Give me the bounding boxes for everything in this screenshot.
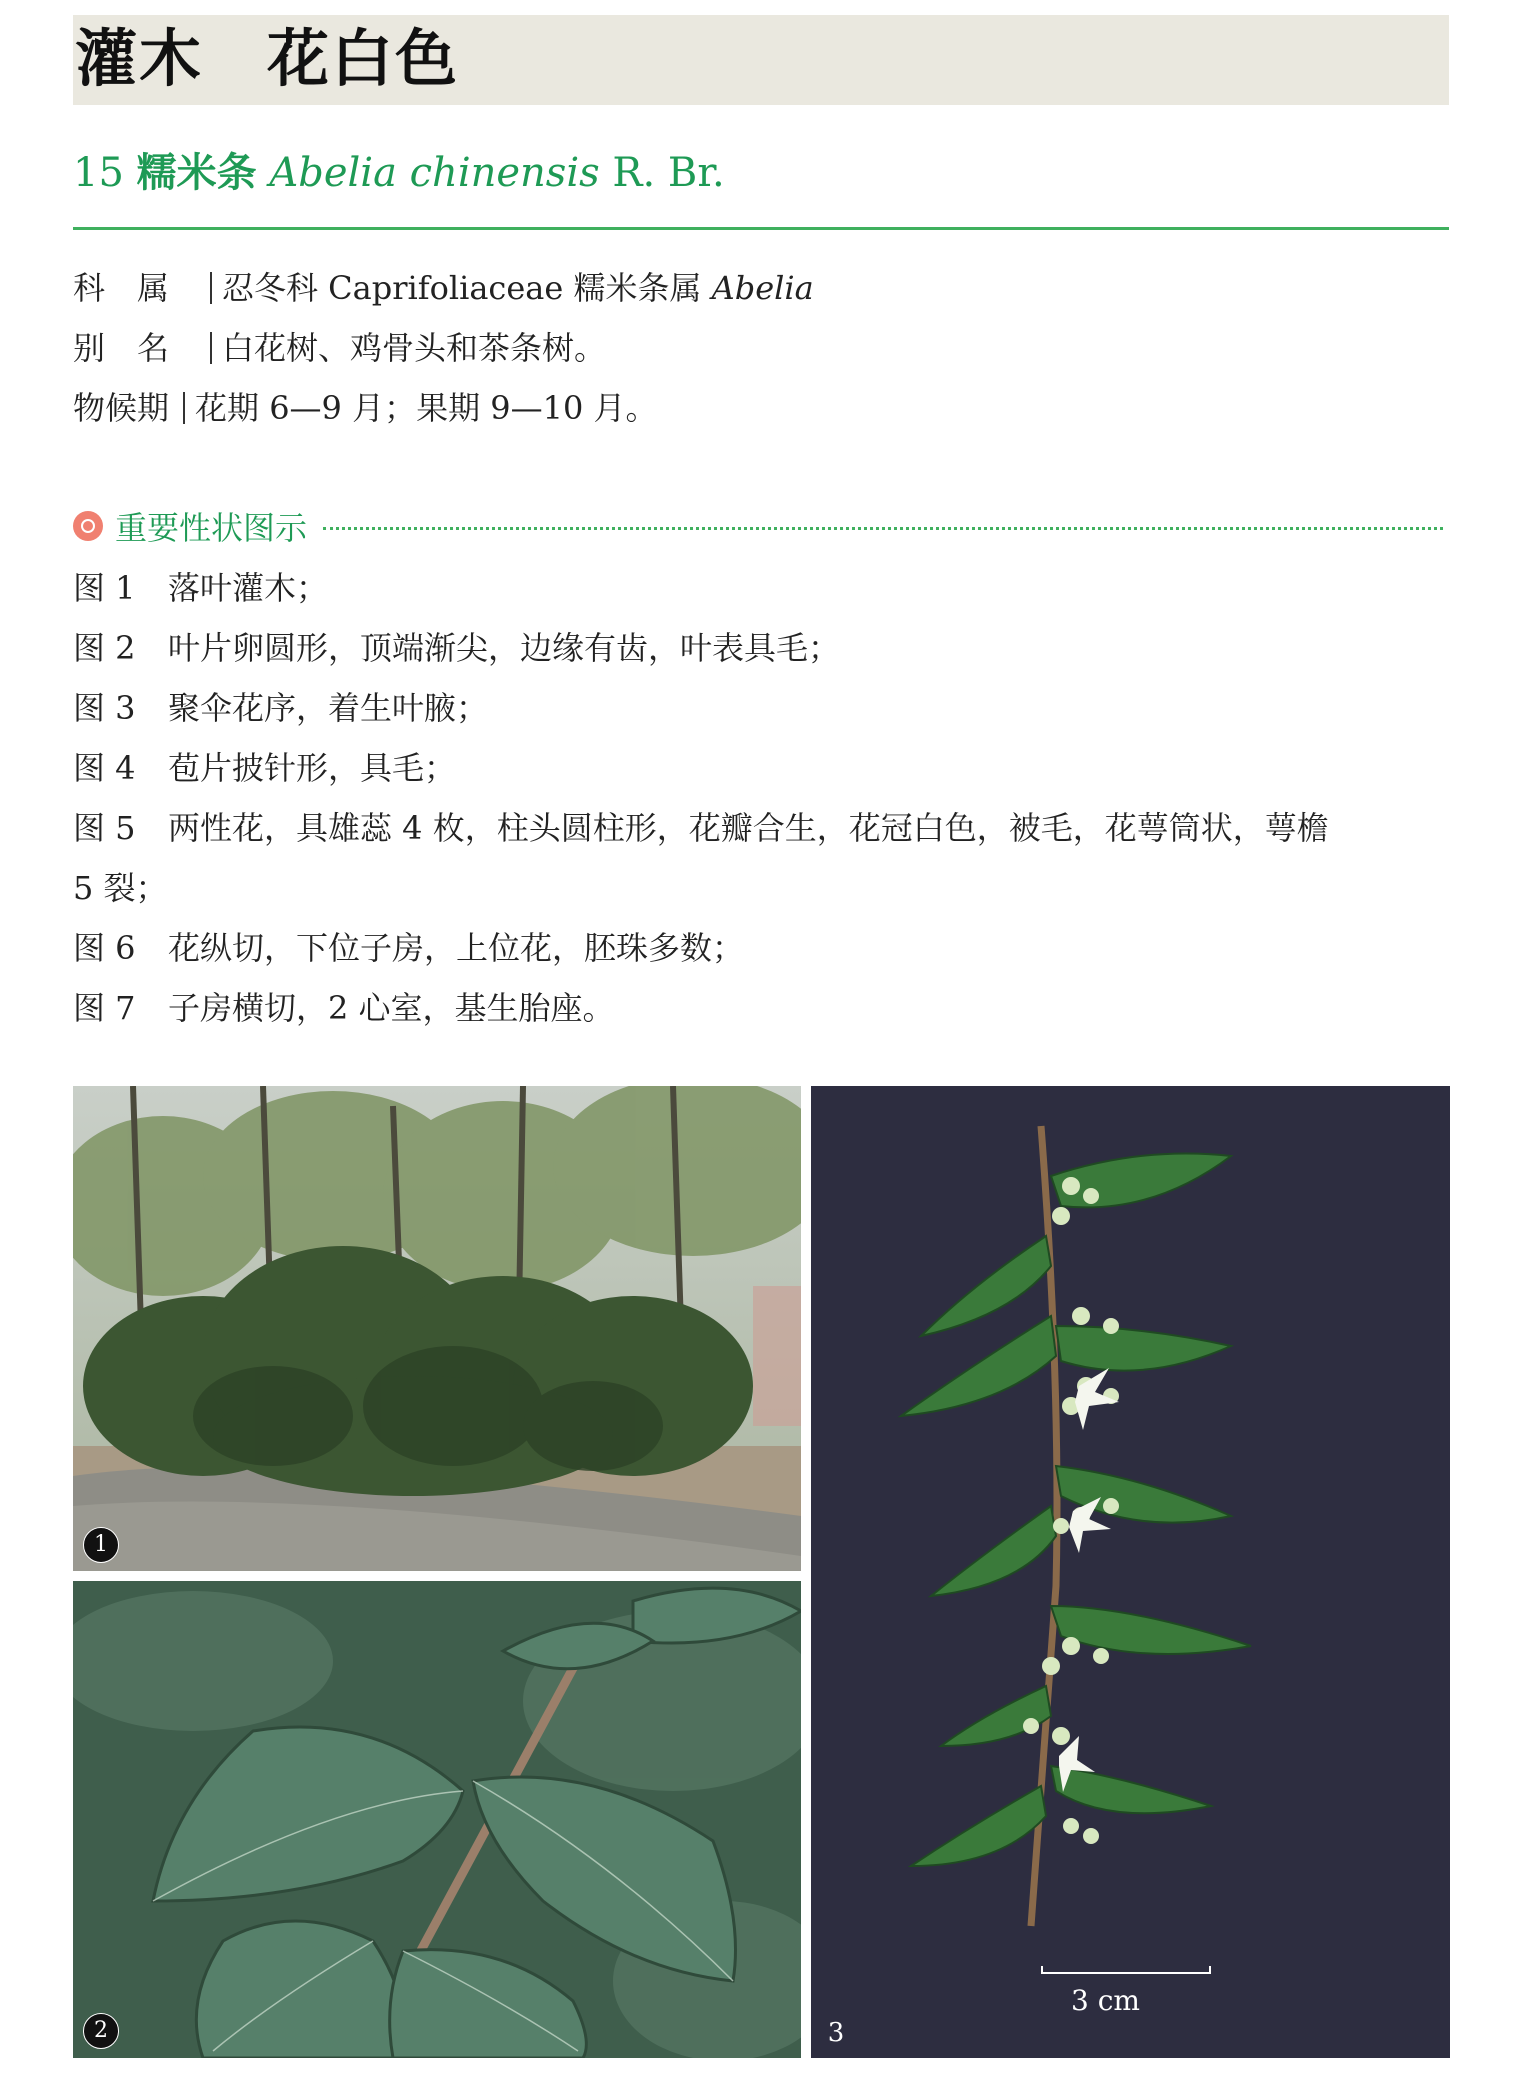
species-number: 15: [73, 150, 124, 196]
section-heading: [73, 505, 1449, 551]
meta-family-key: 科 属: [73, 269, 170, 307]
figure-text: 两性花，具雄蕊 4 枚，柱头圆柱形，花瓣合生，花冠白色，被毛，花萼筒状，萼檐: [168, 809, 1329, 847]
header-band: [73, 15, 1449, 105]
photo-branch: [811, 1086, 1450, 2058]
species-chinese-name: 糯米条: [136, 149, 257, 196]
meta-family-text: 忍冬科 Caprifoliaceae 糯米条属: [222, 269, 712, 307]
figure-caption: [73, 566, 328, 610]
meta-separator: [210, 272, 212, 304]
figure-text: 5 裂；: [73, 869, 168, 907]
scale-bar-line: [1041, 1966, 1211, 1974]
figure-number: 图 2: [73, 629, 136, 667]
figure-text: 子房横切，2 心室，基生胎座。: [168, 989, 615, 1027]
figure-text: 落叶灌木；: [168, 569, 329, 607]
meta-family: [73, 266, 814, 310]
branch-photo-illustration: [811, 1086, 1450, 2058]
shrub-photo-illustration: [73, 1086, 801, 1571]
figure-caption: [73, 926, 744, 970]
figure-caption: [73, 986, 615, 1030]
figure-caption: [73, 746, 456, 790]
figure-text: 花纵切，下位子房，上位花，胚珠多数；: [168, 929, 745, 967]
figure-number: 图 5: [73, 809, 136, 847]
figure-number: 图 3: [73, 689, 136, 727]
species-author: R. Br.: [612, 150, 725, 196]
leaves-photo-illustration: [73, 1581, 801, 2058]
figure-number: 图 4: [73, 749, 136, 787]
meta-phenology-text: 花期 6—9 月；果期 9—10 月。: [195, 389, 658, 427]
species-latin-name: Abelia chinensis: [269, 150, 600, 196]
figure-text: 聚伞花序，着生叶腋；: [168, 689, 489, 727]
photo-shrub: [73, 1086, 801, 1571]
figure-number: 图 7: [73, 989, 136, 1027]
figure-caption: [73, 806, 1329, 850]
meta-family-genus: Abelia: [711, 269, 814, 307]
flower-emblem-icon: [73, 511, 103, 541]
species-title: [73, 145, 725, 201]
meta-phenology-key: 物候期: [73, 389, 170, 427]
page-header-title: 灌木 花白色: [75, 22, 460, 95]
scale-bar-label: 3 cm: [1071, 1984, 1140, 2017]
figure-number: 图 1: [73, 569, 136, 607]
meta-alias-key: 别 名: [73, 329, 170, 367]
photo-label-badge: 1: [83, 1527, 119, 1563]
photo-label-badge: 2: [83, 2013, 119, 2049]
figure-text: 叶片卵圆形，顶端渐尖，边缘有齿，叶表具毛；: [168, 629, 841, 667]
section-title: 重要性状图示: [115, 505, 313, 551]
photo-label-badge: 3: [827, 2018, 845, 2048]
photo-leaves: [73, 1581, 801, 2058]
meta-alias-text: 白花树、鸡骨头和茶条树。: [222, 329, 607, 367]
figure-caption: [73, 686, 488, 730]
meta-separator: [210, 332, 212, 364]
meta-separator: [183, 392, 185, 424]
figure-caption: [73, 626, 840, 670]
meta-phenology: [73, 386, 658, 430]
dotted-rule: [323, 527, 1443, 530]
figure-text: 苞片披针形，具毛；: [168, 749, 457, 787]
meta-alias: [73, 326, 606, 370]
figure-number: 图 6: [73, 929, 136, 967]
title-divider: [73, 227, 1449, 230]
figure-caption-continued: [73, 866, 168, 910]
